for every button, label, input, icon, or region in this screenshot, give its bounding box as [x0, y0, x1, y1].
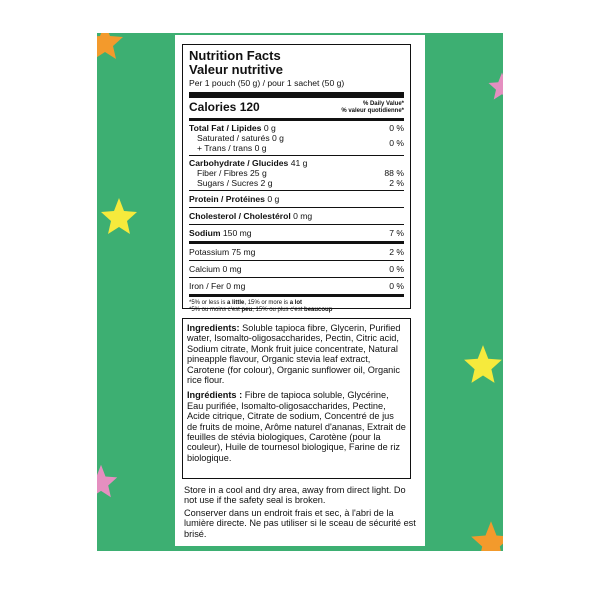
protein-row [189, 191, 404, 208]
calcium-row [189, 261, 404, 278]
potassium-label: Potassium [189, 247, 230, 257]
ingredients-en-text: Soluble tapioca fibre, Glycerin, Purified water, Isomalto-oligosaccharides, Pectin, Citric acid, Sodium citrate, Monk fruit juice concentrate, Natural pineapple flavour, Organic stevia leaf extract, Carotene (for colour), Organic sunflower oil, Organic rice flour. [187, 323, 401, 386]
cholesterol-row [189, 208, 404, 225]
calcium-label: Calcium [189, 264, 221, 274]
potassium-row [189, 244, 404, 261]
fat-dv: 0 % [389, 123, 404, 133]
calories-row [189, 98, 404, 121]
potassium-dv: 2 % [389, 247, 404, 257]
yellow-star-icon [462, 343, 503, 385]
chol-amount: 0 mg [293, 211, 313, 221]
fiber-dv: 88 % [384, 168, 404, 178]
ingredients-en-heading: Ingredients: [187, 323, 240, 333]
yellow-star-icon [99, 196, 139, 236]
sat-amount: 0 g [272, 133, 284, 143]
iron-dv: 0 % [389, 281, 404, 291]
serving-size: Per 1 pouch (50 g) / pour 1 sachet (50 g) [189, 78, 404, 98]
storage-fr: Conserver dans un endroit frais et sec, à l'abri de la lumière directe. Ne pas utiliser si le sceau de sécurité est brisé. [184, 507, 416, 539]
dv-header-en: % Daily Value* [362, 101, 404, 107]
ingredients-fr [187, 390, 406, 463]
fiber-row [189, 168, 404, 178]
fat-amount: 0 g [263, 123, 276, 133]
carb-row [189, 158, 404, 168]
pink-star-icon [97, 463, 119, 499]
pink-star-icon [487, 71, 503, 101]
protein-amount: 0 g [267, 194, 280, 204]
dv-header-fr: % valeur quotidienne* [341, 108, 404, 114]
ingredients-en [187, 323, 406, 385]
orange-star-icon [97, 33, 125, 61]
title-en: Nutrition Facts [189, 48, 281, 63]
fiber-label: Fiber / Fibres [197, 168, 248, 178]
carb-group [189, 156, 404, 191]
dv-header [341, 101, 404, 115]
sugars-amount: 2 g [260, 178, 273, 188]
sodium-dv: 7 % [389, 228, 404, 238]
fat-label: Total Fat / Lipides [189, 123, 262, 133]
ingredients-fr-text: Fibre de tapioca soluble, Glycérine, Eau purifiée, Isomalto-oligosaccharides, Pectine, Acide citrique, Citrate de sodium, Concentré de jus de fruits de moine, Arôme naturel d'ananas, Extrait de feuilles de stévia biologiques, Carotène (pour la couleur), Huile de tournesol biologique, Farine de riz biologique. [187, 390, 406, 463]
potassium-amount: 75 mg [231, 247, 256, 257]
sodium-row [189, 225, 404, 244]
calories-label: Calories 120 [189, 100, 260, 114]
protein-label: Protein / Protéines [189, 194, 265, 204]
iron-row [189, 278, 404, 297]
iron-amount: 0 mg [226, 281, 246, 291]
title-fr: Valeur nutritive [189, 62, 283, 77]
sugars-label: Sugars / Sucres [197, 178, 259, 188]
fat-row [189, 123, 404, 133]
sat-trans-dv: 0 % [389, 138, 404, 148]
sugars-row [189, 178, 404, 188]
fiber-amount: 25 g [250, 168, 267, 178]
nutrition-facts-table [182, 44, 411, 313]
footnote-fr: *5% ou moins c'est peu, 15% ou plus c'est beaucoup [189, 307, 333, 313]
sodium-amount: 150 mg [222, 228, 252, 238]
storage-instructions [184, 485, 416, 541]
sugars-dv: 2 % [389, 178, 404, 188]
sodium-label: Sodium [189, 228, 221, 238]
trans-label: + Trans / trans [197, 143, 253, 153]
calcium-amount: 0 mg [222, 264, 242, 274]
chol-label: Cholesterol / Cholestérol [189, 211, 291, 221]
carb-amount: 41 g [290, 158, 308, 168]
footnote [189, 297, 404, 314]
orange-star-icon [469, 519, 503, 551]
footnote-en: *5% or less is a little, 15% or more is a lot [189, 300, 303, 306]
sat-label: Saturated / saturés [197, 133, 270, 143]
carb-label: Carbohydrate / Glucides [189, 158, 289, 168]
calcium-dv: 0 % [389, 264, 404, 274]
fat-group [189, 121, 404, 156]
sat-trans-row [189, 133, 404, 153]
iron-label: Iron / Fer [189, 281, 224, 291]
ingredients-fr-heading: Ingrédients : [187, 390, 243, 401]
storage-en: Store in a cool and dry area, away from direct light. Do not use if the safety seal is broken. [184, 485, 406, 506]
ingredients-box [182, 318, 411, 479]
trans-amount: 0 g [254, 143, 267, 153]
